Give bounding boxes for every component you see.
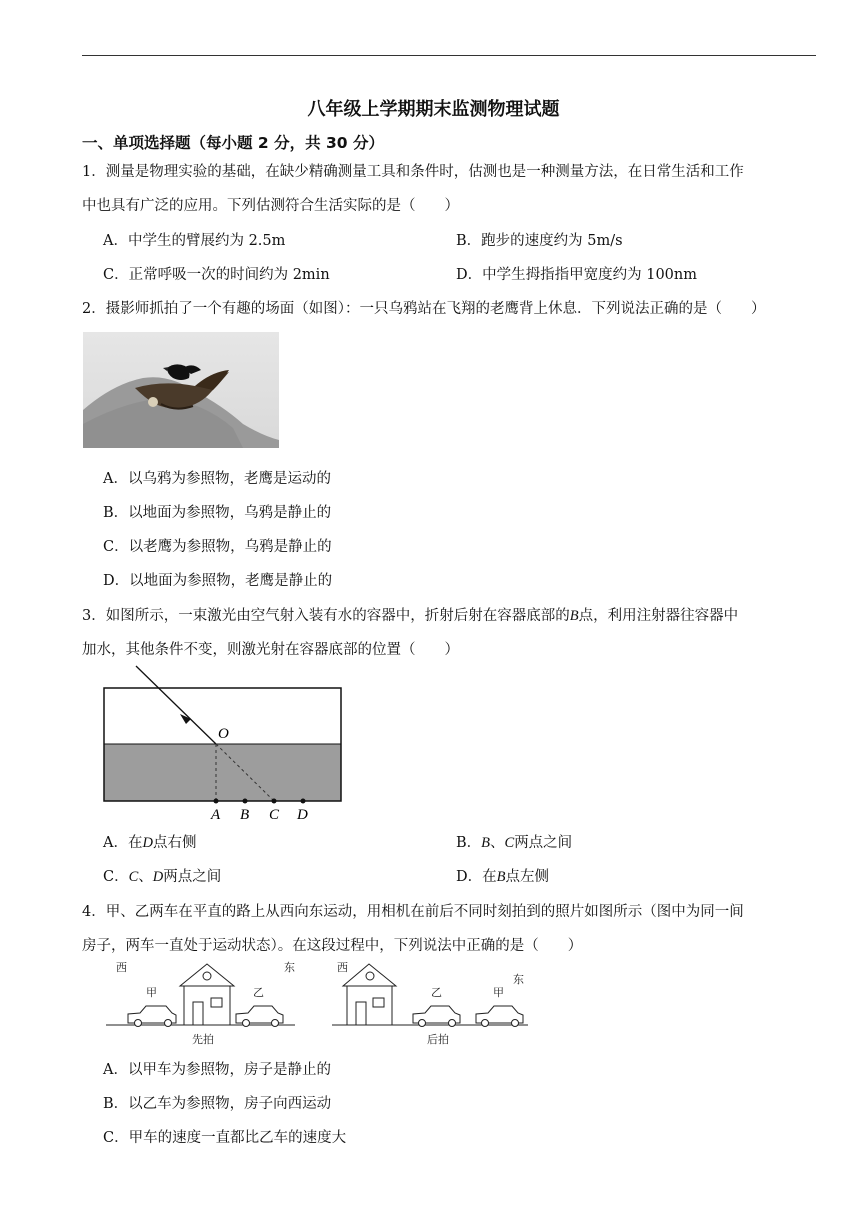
q3-option-b-var2: C [504,835,515,851]
q3-option-b-text: 两点之间 [514,835,573,851]
label-a: A [211,807,221,823]
q3-option-a-text: 点右侧 [152,835,197,851]
q2-option-c: C．以老鹰为参照物，乌鸦是静止的 [103,539,332,555]
label-jia-1: 甲 [146,987,157,999]
q2-option-a: A．以乌鸦为参照物，老鹰是运动的 [103,471,331,487]
q3-stem-line1 [82,604,738,625]
q3-option-b-var1: B [481,835,491,851]
q3-stem-text-2: 点，利用注射器往容器中 [578,608,739,624]
q3-option-c-prefix: C． [103,869,129,885]
q1-stem-line1: 1．测量是物理实验的基础，在缺少精确测量工具和条件时，估测也是一种测量方法，在日常生活和工作 [82,164,744,180]
label-b: B [240,807,250,823]
label-east-2: 东 [513,974,524,986]
q4-option-a: A．以甲车为参照物，房子是静止的 [103,1062,331,1078]
q3-option-a-var: D [142,835,153,851]
label-o: O [218,726,229,742]
q3-stem-var-b: B [569,608,579,624]
q3-option-a-prefix: A．在 [103,835,143,851]
label-west-1: 西 [116,962,127,974]
q3-option-b-sep: 、 [490,835,505,851]
q1-stem-line2: 中也具有广泛的应用。下列估测符合生活实际的是（ ） [82,198,459,214]
q3-option-a [103,831,196,852]
q3-stem-text-1: 3．如图所示，一束激光由空气射入装有水的容器中，折射后射在容器底部的 [82,608,570,624]
q4-option-b: B．以乙车为参照物，房子向西运动 [103,1096,332,1112]
refraction-diagram [100,662,350,824]
label-c: C [269,807,280,823]
q3-stem-line2: 加水，其他条件不变，则激光射在容器底部的位置（ ） [82,642,459,658]
q4-stem-line2: 房子，两车一直处于运动状态）。在这段过程中，下列说法中正确的是（ ） [82,938,583,954]
label-yi-2: 乙 [431,987,442,999]
q3-option-c-var2: D [152,869,164,885]
q1-option-d: D．中学生拇指指甲宽度约为 100nm [456,267,697,283]
label-jia-2: 甲 [493,987,504,999]
cars-house-diagram [100,956,535,1048]
q4-stem-line1: 4．甲、乙两车在平直的路上从西向东运动，用相机在前后不同时刻拍到的照片如图所示（图中为同一间 [82,904,744,920]
section-heading: 一、单项选择题（每小题 2 分，共 30 分） [82,134,384,152]
q3-option-d [456,865,549,886]
q3-option-d-var: B [496,869,506,885]
q1-option-c: C．正常呼吸一次的时间约为 2min [103,267,330,283]
q2-option-d: D．以地面为参照物，老鹰是静止的 [103,573,333,589]
q4-option-c: C．甲车的速度一直都比乙车的速度大 [103,1130,347,1146]
page-title: 八年级上学期期末监测物理试题 [307,99,560,120]
q1-option-b: B．跑步的速度约为 5m/s [456,233,623,249]
crow-eagle-photo [83,332,279,448]
q2-stem: 2．摄影师抓拍了一个有趣的场面（如图）：一只乌鸦站在飞翔的老鹰背上休息．下列说法正确的是（ ） [82,301,766,317]
q2-option-b: B．以地面为参照物，乌鸦是静止的 [103,505,332,521]
q3-option-c-text: 两点之间 [163,869,222,885]
q3-option-d-prefix: D．在 [456,869,497,885]
q3-option-c-sep: 、 [138,869,153,885]
label-d: D [297,807,308,823]
q3-option-d-text: 点左侧 [505,869,549,885]
q1-option-a: A．中学生的臂展约为 2.5m [103,233,286,249]
label-west-2: 西 [337,962,348,974]
label-later-photo: 后拍 [427,1034,449,1046]
label-first-photo: 先拍 [192,1034,214,1046]
q3-option-b [456,831,572,852]
q3-option-b-prefix: B． [456,835,482,851]
label-yi-1: 乙 [253,987,264,999]
q3-option-c [103,865,221,886]
header-rule [82,55,816,56]
label-east-1: 东 [284,962,295,974]
q3-option-c-var1: C [128,869,139,885]
